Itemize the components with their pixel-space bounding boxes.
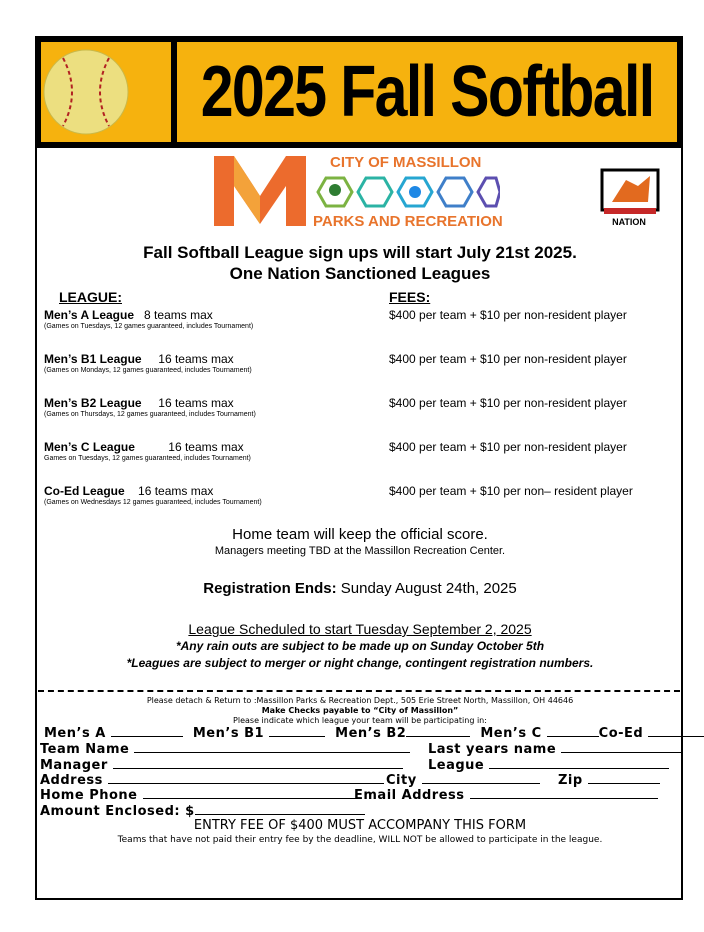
manager-row: Manager	[40, 757, 403, 773]
parks-m-logo	[214, 156, 306, 226]
mens-b1-field[interactable]	[269, 725, 325, 737]
league-name: Men’s B2 League 16 teams max	[44, 396, 234, 410]
city-row: City	[386, 772, 540, 788]
title-box	[177, 42, 677, 142]
mens-b2-field[interactable]	[406, 725, 470, 737]
entry-fee-note: ENTRY FEE OF $400 MUST ACCOMPANY THIS FORM	[193, 818, 527, 833]
league-name: Co-Ed League 16 teams max	[44, 484, 214, 498]
page-title: 2025 Fall Softball	[200, 52, 654, 132]
registration-ends: Registration Ends: Sunday August 24th, 2025	[203, 580, 517, 597]
league-field[interactable]	[489, 757, 669, 769]
parks-hexagon-icons	[310, 172, 500, 212]
sanctioned-headline: One Nation Sanctioned Leagues	[229, 264, 491, 283]
amount-row: Amount Enclosed: $	[40, 803, 365, 819]
league-row: League	[428, 757, 669, 773]
logo-city: CITY OF MASSILLON	[330, 154, 482, 171]
league-fee: $400 per team + $10 per non-resident player	[389, 352, 627, 366]
league-name: Men’s C League 16 teams max	[44, 440, 244, 454]
league-note: (Games on Wednesdays 12 games guaranteed, includes Tournament)	[44, 499, 262, 506]
league-fee: $400 per team + $10 per non– resident player	[389, 484, 633, 498]
home-phone-field[interactable]	[143, 787, 361, 799]
home-team-note: Home team will keep the official score.	[232, 526, 488, 543]
checks-payable: Make Checks payable to “City of Massillon”	[261, 706, 459, 715]
league-choice-row: Men’s A Men’s B1 Men’s B2 Men’s C Co-Ed	[44, 725, 704, 741]
amount-field[interactable]	[195, 803, 365, 815]
coed-field[interactable]	[648, 725, 704, 737]
address-row: Address	[40, 772, 384, 788]
one-nation-label: NATION	[612, 217, 646, 227]
logo-dept: PARKS AND RECREATION	[313, 213, 503, 230]
address-field[interactable]	[108, 772, 384, 784]
signup-headline: Fall Softball League sign ups will start July 21st 2025.	[143, 243, 577, 262]
last-year-field[interactable]	[561, 741, 683, 753]
league-name: Men’s B1 League 16 teams max	[44, 352, 234, 366]
league-note: (Games on Tuesdays, 12 games guaranteed, includes Tournament)	[44, 323, 254, 330]
indicate-league: Please indicate which league your team will be participating in:	[233, 716, 487, 725]
league-fee: $400 per team + $10 per non-resident player	[389, 308, 627, 322]
league-note: Games on Tuesdays, 12 games guaranteed, includes Tournament)	[44, 455, 251, 462]
league-note: (Games on Mondays, 12 games guaranteed, includes Tournament)	[44, 367, 252, 374]
fees-column-label: FEES:	[389, 289, 431, 305]
team-name-row: Team Name	[40, 741, 410, 757]
last-year-row: Last years name	[428, 741, 683, 757]
team-name-field[interactable]	[134, 741, 410, 753]
mens-c-field[interactable]	[547, 725, 599, 737]
email-row: Email Address	[354, 787, 658, 803]
title-banner	[35, 36, 683, 148]
detach-line	[38, 690, 680, 692]
league-note: (Games on Thursdays, 12 games guaranteed, includes Tournament)	[44, 411, 256, 418]
zip-field[interactable]	[588, 772, 660, 784]
softball-icon	[41, 42, 171, 142]
home-phone-row: Home Phone	[40, 787, 361, 803]
city-field[interactable]	[422, 772, 540, 784]
zip-row: Zip	[558, 772, 660, 788]
deadline-note: Teams that have not paid their entry fee by the deadline, WILL NOT be allowed to participate in the league.	[117, 835, 603, 845]
rainout-note: *Any rain outs are subject to be made up on Sunday October 5th	[175, 639, 545, 653]
league-fee: $400 per team + $10 per non-resident player	[389, 440, 627, 454]
league-column-label: LEAGUE:	[59, 289, 122, 305]
mens-a-field[interactable]	[111, 725, 183, 737]
manager-field[interactable]	[113, 757, 403, 769]
league-fee: $400 per team + $10 per non-resident player	[389, 396, 627, 410]
merger-note: *Leagues are subject to merger or night change, contingent registration numbers.	[126, 656, 594, 670]
league-name: Men’s A League 8 teams max	[44, 308, 213, 322]
email-field[interactable]	[470, 787, 658, 799]
managers-meeting-note: Managers meeting TBD at the Massillon Recreation Center.	[214, 545, 506, 557]
return-address: Please detach & Return to :Massillon Parks & Recreation Dept., 505 Erie Street North, Massillon, OH 44646	[146, 696, 574, 705]
league-start: League Scheduled to start Tuesday September 2, 2025	[188, 621, 532, 637]
